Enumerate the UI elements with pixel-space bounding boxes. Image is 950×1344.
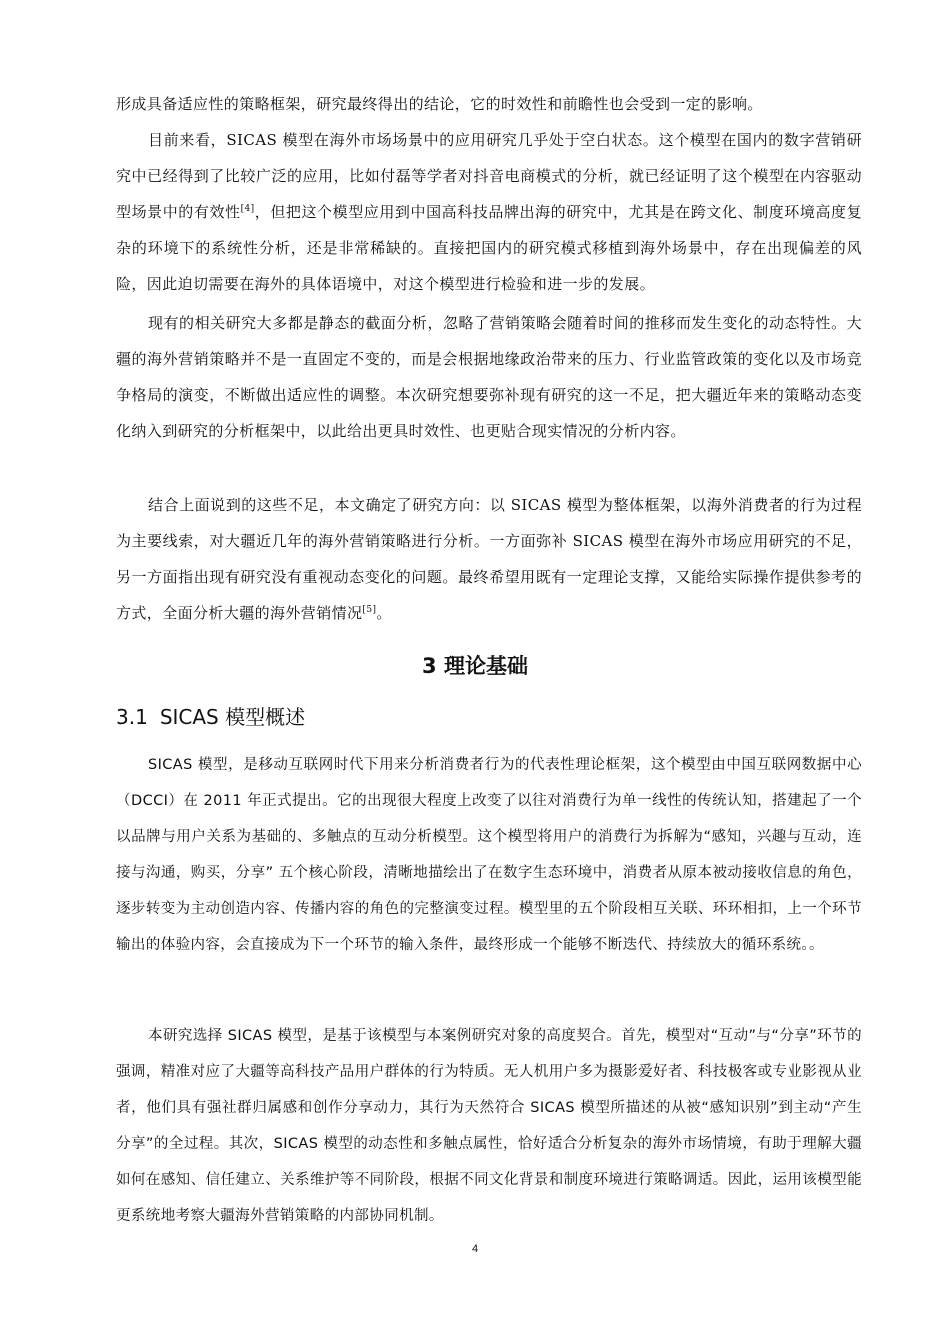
- paragraph-sicas-overview: SICAS 模型，是移动互联网时代下用来分析消费者行为的代表性理论框架，这个模型由中国互联网数据中心（DCCI）在 2011 年正式提出。它的出现很大程度上改变了以往对消费行为单一线性的传统认知，搭建起了一个以品牌与用户关系为基础的、多触点的互动分析模型。这个模型将用户的消费行为拆解为“感知，兴趣与互动，连接与沟通，购买，分享” 五个核心阶段，清晰地描绘出了在数字生态环境中，消费者从原本被动接收信息的角色，逐步转变为主动创造内容、传播内容的角色的完整演变过程。模型里的五个阶段相互关联、环环相扣，上一个环节输出的体验内容，会直接成为下一个环节的输入条件，最终形成一个能够不断迭代、持续放大的循环系统。。: [116, 757, 862, 953]
- paragraph-sicas-rationale: 本研究选择 SICAS 模型，是基于该模型与本案例研究对象的高度契合。首先，模型对“互动”与“分享”环节的强调，精准对应了大疆等高科技产品用户群体的行为特质。无人机用户多为摄影爱好者、科技极客或专业影视从业者，他们具有强社群归属感和创作分享动力，其行为天然符合 SICAS 模型所描述的从被“感知识别”到主动“产生分享”的全过程。其次，SICAS 模型的动态性和多触点属性，恰好适合分析复杂的海外市场情境，有助于理解大疆如何在感知、信任建立、关系维护等不同阶段，根据不同文化背景和制度环境进行策略调适。因此，运用该模型能更系统地考察大疆海外营销策略的内部协同机制。: [116, 1028, 862, 1224]
- paragraph-research-direction: [116, 487, 862, 631]
- chapter-heading: 3 理论基础: [422, 654, 528, 678]
- section-heading: [116, 701, 305, 730]
- page-number: 4: [471, 1243, 479, 1255]
- paragraph-static-analysis: 现有的相关研究大多都是静态的截面分析，忽略了营销策略会随着时间的推移而发生变化的动态特性。大疆的海外营销策略并不是一直固定不变的，而是会根据地缘政治带来的压力、行业监管政策的变化以及市场竞争格局的演变，不断做出适应性的调整。本次研究想要弥补现有研究的这一不足，把大疆近年来的策略动态变化纳入到研究的分析框架中，以此给出更具时效性、也更贴合现实情况的分析内容。: [116, 314, 862, 440]
- paragraph-text: 目前来看，SICAS 模型在海外市场场景中的应用研究几乎处于空白状态。这个模型在国内的数字营销研究中已经得到了比较广泛的应用，比如付磊等学者对抖音电商模式的分析，就已经证明了这个模型在内容驱动型场景中的有效性: [116, 131, 862, 221]
- paragraph-text: 。: [376, 604, 392, 622]
- paragraph-continuation: 形成具备适应性的策略框架，研究最终得出的结论，它的时效性和前瞻性也会受到一定的影响。: [116, 95, 763, 113]
- section-number: 3.1: [116, 705, 148, 729]
- paragraph-text: 结合上面说到的这些不足，本文确定了研究方向：以 SICAS 模型为整体框架，以海外消费者的行为过程为主要线索，对大疆近几年的海外营销策略进行分析。一方面弥补 SICAS 模型在海外市场应用研究的不足，另一方面指出现有研究没有重视动态变化的问题。最终希望用既有一定理论支撑，又能给实际操作提供参考的方式，全面分析大疆的海外营销情况: [116, 496, 862, 622]
- citation-ref: [4]: [240, 204, 255, 214]
- paragraph-sicas-research-gap: [116, 122, 862, 302]
- paragraph-text: ，但把这个模型应用到中国高科技品牌出海的研究中，尤其是在跨文化、制度环境高度复杂的环境下的系统性分析，还是非常稀缺的。直接把国内的研究模式移植到海外场景中，存在出现偏差的风险，因此迫切需要在海外的具体语境中，对这个模型进行检验和进一步的发展。: [116, 203, 862, 293]
- section-title: SICAS 模型概述: [159, 705, 306, 729]
- citation-ref: [5]: [362, 605, 377, 615]
